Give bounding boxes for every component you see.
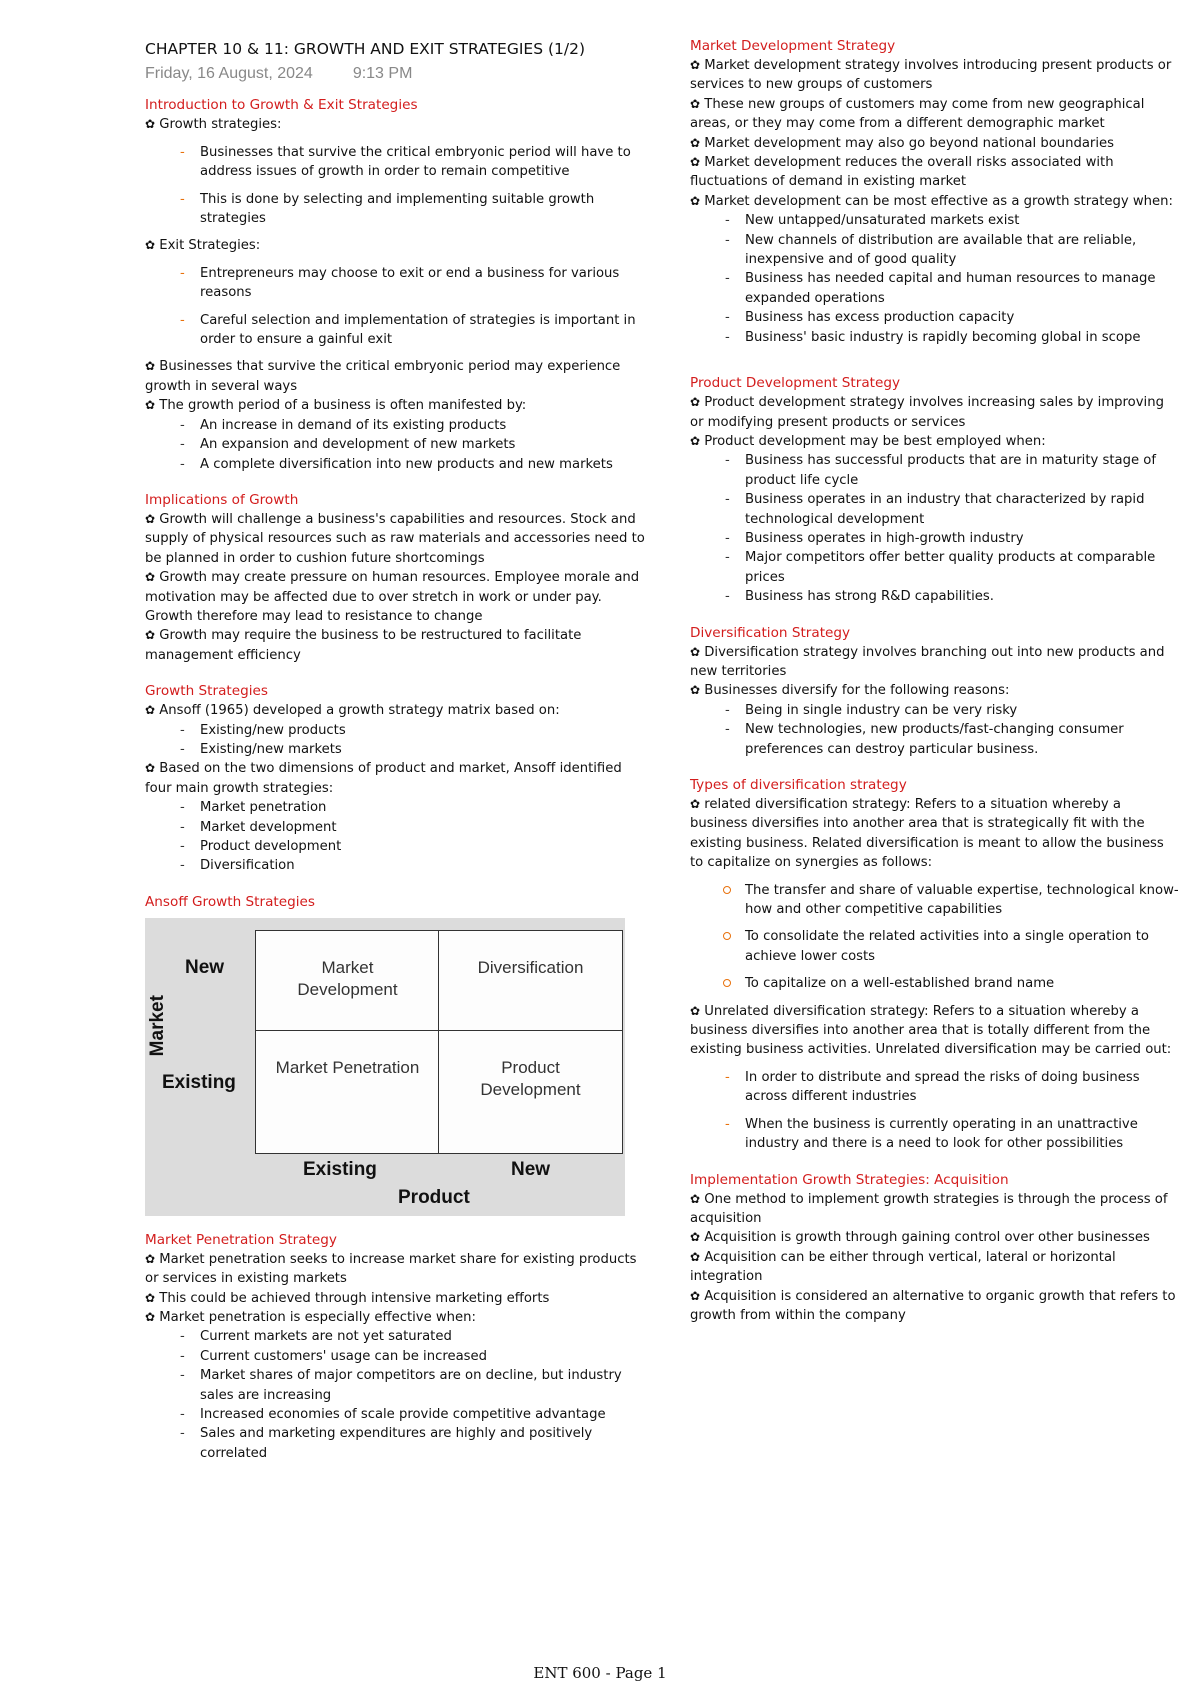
text: Businesses diversify for the following reasons: — [704, 683, 1010, 699]
paragraph — [690, 56, 1180, 95]
cell-product-development — [438, 1030, 623, 1154]
page-date — [145, 64, 645, 83]
list-item: - Being in single industry can be very risky — [690, 701, 1180, 720]
text: related diversification strategy: Refers to a situation whereby a business diversifies into another area that is strategically fit with the existing business. Related diversification is meant to allow the business to capitalize on synergies as follows: — [690, 797, 1164, 871]
paragraph — [145, 396, 645, 415]
text: Market penetration is especially effective when: — [159, 1310, 476, 1326]
matrix-grid — [255, 930, 623, 1154]
flower-bullet-icon: ✿ — [690, 1288, 701, 1303]
list-item: - In order to distribute and spread the risks of doing business across different industries — [690, 1068, 1180, 1107]
flower-bullet-icon: ✿ — [145, 1310, 156, 1325]
list-item: - Sales and marketing expenditures are highly and positively correlated — [145, 1424, 645, 1463]
product-dev-list — [690, 451, 1180, 606]
related-synergies-list — [690, 881, 1180, 994]
list-item: - Business' basic industry is rapidly becoming global in scope — [690, 328, 1180, 347]
acquisition-section — [690, 1170, 1180, 1326]
paragraph — [145, 626, 645, 665]
four-strategies-list — [145, 798, 645, 876]
growth-list — [145, 143, 645, 229]
paragraph — [145, 568, 645, 626]
list-item: - Careful selection and implementation of strategies is important in order to ensure a gainful exit — [145, 311, 645, 350]
text: Acquisition is considered an alternative to organic growth that refers to growth from within the company — [690, 1288, 1176, 1323]
text: The growth period of a business is often manifested by: — [159, 398, 527, 414]
paragraph — [690, 1248, 1180, 1287]
list-item: To capitalize on a well-established brand name — [690, 974, 1180, 993]
flower-bullet-icon: ✿ — [145, 238, 156, 253]
paragraph — [690, 432, 1180, 451]
list-item: - An expansion and development of new markets — [145, 435, 645, 454]
flower-bullet-icon: ✿ — [690, 1230, 701, 1245]
text: One method to implement growth strategies is through the process of acquisition — [690, 1191, 1168, 1226]
paragraph — [145, 115, 645, 134]
flower-bullet-icon: ✿ — [145, 703, 156, 718]
list-item: - When the business is currently operating in an unattractive industry and there is a need to look for other possibilities — [690, 1115, 1180, 1154]
text: Unrelated diversification strategy: Refers to a situation whereby a business diversifies into another area that is totally different from the existing business activities. Unrelated diversification may be carried out: — [690, 1003, 1172, 1058]
x-existing-label: Existing — [303, 1158, 377, 1180]
flower-bullet-icon: ✿ — [145, 511, 156, 526]
types-section — [690, 775, 1180, 1154]
list-item: - Market penetration — [145, 798, 645, 817]
flower-bullet-icon: ✿ — [690, 797, 701, 811]
text: Based on the two dimensions of product and market, Ansoff identified four main growth strategies: — [145, 761, 622, 796]
left-column — [145, 36, 645, 1479]
paragraph — [145, 1308, 645, 1327]
product-dev-heading: Product Development Strategy — [690, 375, 901, 392]
list-item: - Product development — [145, 837, 645, 856]
y-new-label: New — [185, 956, 225, 978]
list-item: - Business has excess production capacity — [690, 308, 1180, 327]
paragraph — [690, 681, 1180, 700]
list-item: - Business operates in an industry that characterized by rapid technological development — [690, 490, 1180, 529]
paragraph — [145, 236, 645, 255]
paragraph — [145, 357, 645, 396]
list-item: - New technologies, new products/fast-changing consumer preferences can destroy particular business. — [690, 720, 1180, 759]
list-item: - A complete diversification into new products and new markets — [145, 455, 645, 474]
list-item: - Diversification — [145, 856, 645, 875]
flower-bullet-icon: ✿ — [690, 683, 701, 698]
cell-label: Market Penetration — [275, 1057, 420, 1077]
flower-bullet-icon: ✿ — [690, 155, 701, 170]
unrelated-list — [690, 1068, 1180, 1154]
intro-heading: Introduction to Growth & Exit Strategies — [145, 97, 418, 114]
list-item: The transfer and share of valuable expertise, technological know-how and other competitive capabilities — [690, 881, 1180, 920]
list-item: - Business has needed capital and human resources to manage expanded operations — [690, 269, 1180, 308]
types-heading: Types of diversification strategy — [690, 777, 907, 793]
flower-bullet-icon: ✿ — [690, 644, 701, 659]
list-item: - Existing/new markets — [145, 740, 645, 759]
flower-bullet-icon: ✿ — [145, 761, 156, 776]
diversify-reasons-list — [690, 701, 1180, 759]
intro-section — [145, 95, 645, 474]
y-existing-label: Existing — [162, 1071, 236, 1093]
diversification-section — [690, 623, 1180, 759]
paragraph — [690, 134, 1180, 153]
text: Product development strategy involves increasing sales by improving or modifying present products or services — [690, 395, 1164, 430]
flower-bullet-icon: ✿ — [145, 628, 156, 643]
list-item: - An increase in demand of its existing products — [145, 416, 645, 435]
ansoff-heading: Ansoff Growth Strategies — [145, 893, 315, 910]
flower-bullet-icon: ✿ — [690, 193, 701, 208]
text: Ansoff (1965) developed a growth strategy matrix based on: — [159, 703, 560, 719]
paragraph — [145, 701, 645, 720]
ansoff-section — [145, 892, 645, 1216]
list-item: - Entrepreneurs may choose to exit or end a business for various reasons — [145, 264, 645, 303]
list-item: - New untapped/unsaturated markets exist — [690, 211, 1180, 230]
list-item: - Business operates in high-growth industry — [690, 529, 1180, 548]
right-column — [690, 36, 1180, 1341]
list-item: - Businesses that survive the critical embryonic period will have to address issues of growth in order to remain competitive — [145, 143, 645, 182]
list-item: - Current customers' usage can be increased — [145, 1347, 645, 1366]
cell-market-penetration — [255, 1030, 440, 1154]
exit-list — [145, 264, 645, 350]
text: Growth will challenge a business's capabilities and resources. Stock and supply of physical resources such as raw materials and accessories need to be planned in order to cushion future shortcomings — [145, 511, 645, 566]
market-dev-heading: Market Development Strategy — [690, 38, 896, 54]
flower-bullet-icon: ✿ — [690, 1191, 701, 1206]
paragraph — [690, 1190, 1180, 1229]
text: Exit Strategies: — [159, 238, 261, 254]
list-item: - Existing/new products — [145, 721, 645, 740]
text: Diversification strategy involves branching out into new products and new territories — [690, 644, 1165, 679]
text: Growth may create pressure on human resources. Employee morale and motivation may be affected due to over stretch in work or under pay. Growth therefore may lead to resistance to change — [145, 570, 640, 624]
text: Market development strategy involves introducing present products or services to new groups of customers — [690, 58, 1172, 93]
flower-bullet-icon: ✿ — [690, 395, 701, 410]
flower-bullet-icon: ✿ — [145, 117, 156, 132]
cell-diversification — [438, 930, 623, 1032]
cell-market-development — [255, 930, 440, 1032]
growth-manifest-list — [145, 416, 645, 474]
text: This could be achieved through intensive marketing efforts — [159, 1290, 550, 1306]
paragraph — [690, 153, 1180, 192]
growth-section — [145, 681, 645, 876]
paragraph — [690, 393, 1180, 432]
text: Market development reduces the overall risks associated with fluctuations of demand in existing market — [690, 155, 1114, 190]
flower-bullet-icon: ✿ — [690, 433, 701, 448]
paragraph — [145, 759, 645, 798]
x-axis-label: Product — [398, 1186, 470, 1208]
text: Acquisition is growth through gaining control over other businesses — [704, 1230, 1150, 1246]
list-item: - Current markets are not yet saturated — [145, 1327, 645, 1346]
list-item: - Business has successful products that are in maturity stage of product life cycle — [690, 451, 1180, 490]
flower-bullet-icon: ✿ — [145, 1251, 156, 1266]
cell-label: Market Development — [297, 957, 398, 999]
list-item: - This is done by selecting and implementing suitable growth strategies — [145, 190, 645, 229]
page-footer: ENT 600 - Page 1 — [533, 1664, 667, 1682]
list-item: To consolidate the related activities into a single operation to achieve lower costs — [690, 927, 1180, 966]
matrix-basis-list — [145, 721, 645, 760]
paragraph — [690, 795, 1180, 873]
text: Businesses that survive the critical embryonic period may experience growth in several ways — [145, 359, 621, 394]
paragraph — [145, 510, 645, 568]
list-item: - New channels of distribution are available that are reliable, inexpensive and of good quality — [690, 231, 1180, 270]
list-item: - Major competitors offer better quality products at comparable prices — [690, 548, 1180, 587]
text: Market development can be most effective as a growth strategy when: — [704, 193, 1173, 209]
list-item: - Market development — [145, 818, 645, 837]
flower-bullet-icon: ✿ — [690, 135, 701, 150]
paragraph — [690, 95, 1180, 134]
acquisition-heading: Implementation Growth Strategies: Acquisition — [690, 1171, 1009, 1188]
penetration-list — [145, 1327, 645, 1463]
paragraph — [690, 1228, 1180, 1247]
text: Market development may also go beyond national boundaries — [704, 135, 1114, 151]
y-axis-label: Market — [146, 994, 168, 1057]
time-text: 9:13 PM — [352, 65, 413, 82]
text: Acquisition can be either through vertical, lateral or horizontal integration — [690, 1249, 1116, 1285]
flower-bullet-icon: ✿ — [145, 570, 156, 585]
penetration-section — [145, 1230, 645, 1463]
market-dev-section — [690, 36, 1180, 347]
ansoff-matrix — [145, 918, 625, 1216]
penetration-heading: Market Penetration Strategy — [145, 1231, 337, 1248]
x-new-label: New — [511, 1158, 551, 1180]
page-title: CHAPTER 10 & 11: GROWTH AND EXIT STRATEGIES (1/2) — [145, 40, 586, 58]
flower-bullet-icon: ✿ — [145, 359, 156, 374]
paragraph — [145, 1250, 645, 1289]
flower-bullet-icon: ✿ — [690, 1003, 701, 1018]
text: Growth strategies: — [159, 117, 282, 133]
diversification-heading: Diversification Strategy — [690, 624, 851, 641]
paragraph — [690, 1002, 1180, 1060]
paragraph — [145, 1289, 645, 1308]
list-item: - Increased economies of scale provide competitive advantage — [145, 1405, 645, 1424]
text: Market penetration seeks to increase market share for existing products or services in existing markets — [145, 1251, 637, 1287]
product-dev-section — [690, 373, 1180, 606]
paragraph — [690, 643, 1180, 682]
implications-heading: Implications of Growth — [145, 491, 299, 508]
text: These new groups of customers may come from new geographical areas, or they may come from a different demographic market — [690, 96, 1145, 132]
growth-heading: Growth Strategies — [145, 683, 268, 700]
flower-bullet-icon: ✿ — [690, 96, 701, 111]
paragraph — [690, 192, 1180, 211]
list-item: - Market shares of major competitors are on decline, but industry sales are increasing — [145, 1366, 645, 1405]
list-item: - Business has strong R&D capabilities. — [690, 587, 1180, 606]
market-dev-list — [690, 211, 1180, 347]
flower-bullet-icon: ✿ — [690, 58, 701, 72]
text: Product development may be best employed when: — [704, 433, 1046, 449]
cell-label: Diversification — [477, 957, 584, 977]
implications-section — [145, 490, 645, 665]
flower-bullet-icon: ✿ — [690, 1249, 701, 1264]
flower-bullet-icon: ✿ — [145, 1290, 156, 1305]
date-text: Friday, 16 August, 2024 — [145, 65, 313, 82]
text: Growth may require the business to be restructured to facilitate management efficiency — [145, 628, 582, 663]
paragraph — [690, 1287, 1180, 1326]
flower-bullet-icon: ✿ — [145, 398, 156, 413]
cell-label: Product Development — [480, 1057, 581, 1099]
